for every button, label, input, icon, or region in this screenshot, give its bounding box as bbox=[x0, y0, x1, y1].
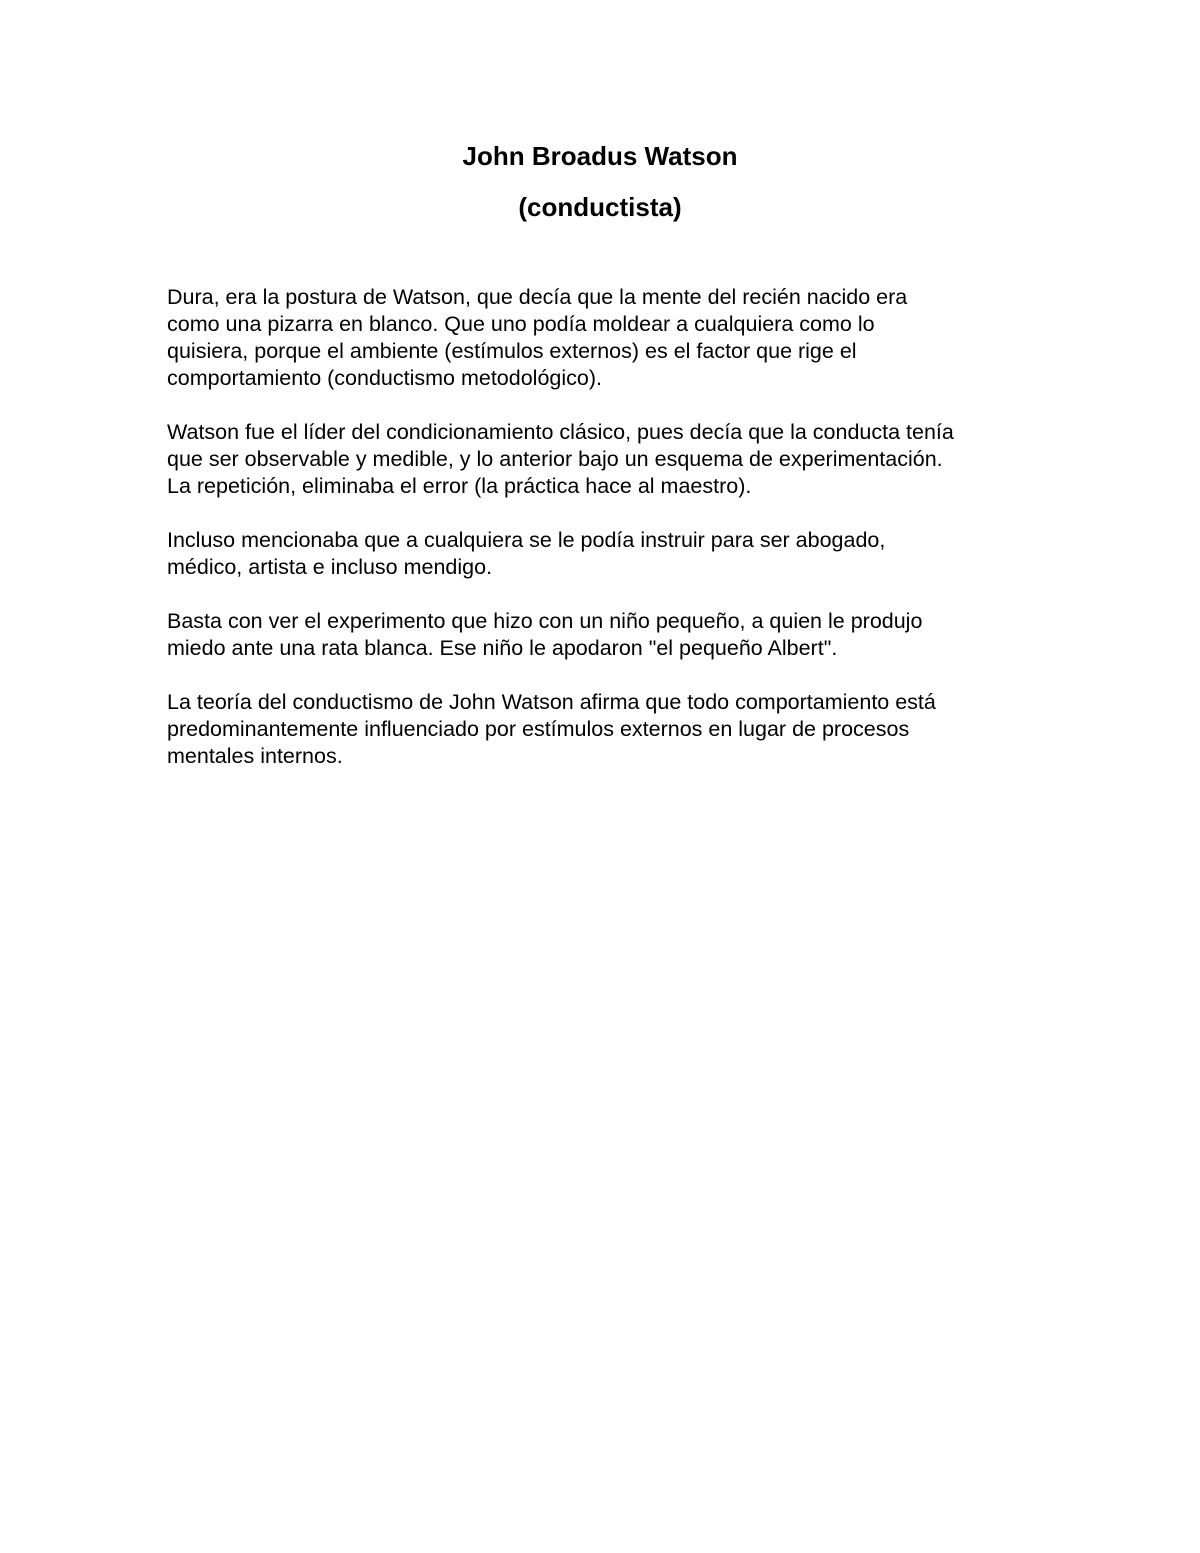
paragraph-line: comportamiento (conductismo metodológico). bbox=[167, 366, 602, 390]
paragraph-line: como una pizarra en blanco. Que uno podía moldear a cualquiera como lo bbox=[167, 312, 875, 336]
document-subtitle: (conductista) bbox=[518, 192, 682, 222]
paragraph-line: La repetición, eliminaba el error (la práctica hace al maestro). bbox=[167, 474, 752, 498]
paragraph-line: quisiera, porque el ambiente (estímulos externos) es el factor que rige el bbox=[167, 339, 857, 363]
paragraph-line: miedo ante una rata blanca. Ese niño le apodaron "el pequeño Albert". bbox=[167, 636, 838, 660]
paragraph-2 bbox=[167, 419, 1047, 500]
paragraph-line: La teoría del conductismo de John Watson afirma que todo comportamiento está bbox=[167, 690, 936, 714]
paragraph-line: Basta con ver el experimento que hizo con un niño pequeño, a quien le produjo bbox=[167, 609, 923, 633]
paragraph-line: Watson fue el líder del condicionamiento clásico, pues decía que la conducta tenía bbox=[167, 420, 954, 444]
paragraph-line: Dura, era la postura de Watson, que decía que la mente del recién nacido era bbox=[167, 285, 908, 309]
paragraph-line: Incluso mencionaba que a cualquiera se le podía instruir para ser abogado, bbox=[167, 528, 886, 552]
paragraph-line: predominantemente influenciado por estímulos externos en lugar de procesos bbox=[167, 717, 910, 741]
paragraph-line: mentales internos. bbox=[167, 744, 343, 768]
paragraph-3 bbox=[167, 527, 1047, 581]
paragraph-line: que ser observable y medible, y lo anterior bajo un esquema de experimentación. bbox=[167, 447, 943, 471]
document-title: John Broadus Watson bbox=[462, 141, 738, 171]
paragraph-5 bbox=[167, 689, 1047, 770]
paragraph-line: médico, artista e incluso mendigo. bbox=[167, 555, 493, 579]
document-body bbox=[167, 284, 1047, 797]
paragraph-1 bbox=[167, 284, 1047, 392]
paragraph-4 bbox=[167, 608, 1047, 662]
